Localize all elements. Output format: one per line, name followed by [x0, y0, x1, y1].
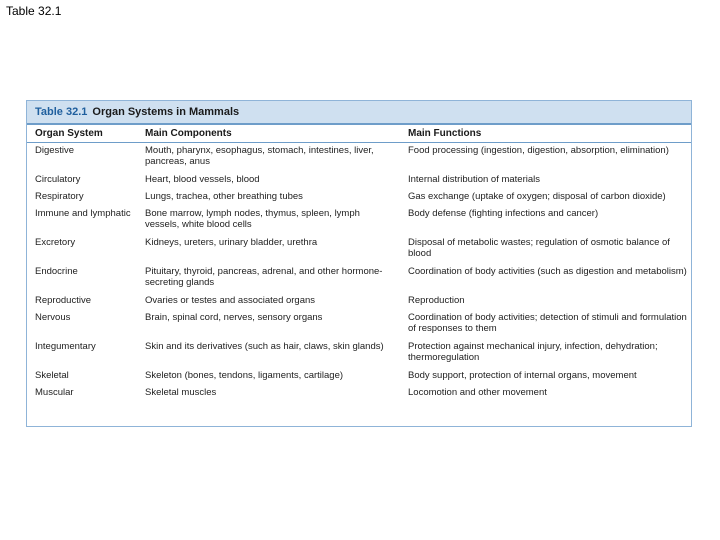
cell-components: Skin and its derivatives (such as hair, claws, skin glands): [145, 341, 384, 352]
cell-components: Pituitary, thyroid, pancreas, adrenal, and other hormone-secreting glands: [145, 266, 383, 288]
cell-system: Nervous: [35, 312, 71, 323]
table-row: [27, 339, 691, 368]
cell-components: Mouth, pharynx, esophagus, stomach, intestines, liver, pancreas, anus: [145, 145, 374, 167]
header-organ-system: Organ System: [27, 125, 137, 143]
table-row: [27, 368, 691, 385]
table-caption-text: Organ Systems in Mammals: [92, 106, 240, 118]
table-row: [27, 189, 691, 206]
cell-functions: Coordination of body activities (such as digestion and metabolism): [408, 266, 687, 277]
cell-functions: Gas exchange (uptake of oxygen; disposal of carbon dioxide): [408, 191, 666, 202]
cell-system: Circulatory: [35, 174, 81, 185]
cell-functions: Food processing (ingestion, digestion, absorption, elimination): [408, 145, 669, 156]
table-row: [27, 235, 691, 264]
cell-system: Muscular: [35, 387, 74, 398]
cell-functions: Locomotion and other movement: [408, 387, 547, 398]
cell-components: Heart, blood vessels, blood: [145, 174, 260, 185]
cell-system: Excretory: [35, 237, 76, 248]
cell-system: Integumentary: [35, 341, 96, 352]
cell-system: Respiratory: [35, 191, 84, 202]
cell-components: Skeleton (bones, tendons, ligaments, cartilage): [145, 370, 344, 381]
cell-system: Skeletal: [35, 370, 69, 381]
table-row: [27, 143, 691, 173]
table-row: [27, 172, 691, 189]
cell-functions: Protection against mechanical injury, infection, dehydration; thermoregulation: [408, 341, 658, 363]
table-row: [27, 385, 691, 402]
organ-systems-table: [26, 100, 692, 427]
cell-system: Endocrine: [35, 266, 78, 277]
header-main-components: Main Components: [137, 125, 400, 143]
cell-components: Lungs, trachea, other breathing tubes: [145, 191, 303, 202]
data-table: [27, 125, 691, 402]
slide-title: Table 32.1: [6, 4, 62, 18]
table-number: Table 32.1: [35, 106, 88, 118]
cell-functions: Disposal of metabolic wastes; regulation of osmotic balance of blood: [408, 237, 670, 259]
table-row: [27, 206, 691, 235]
table-row: [27, 264, 691, 293]
table-row: [27, 310, 691, 339]
cell-functions: Internal distribution of materials: [408, 174, 541, 185]
cell-functions: Body defense (fighting infections and cancer): [408, 208, 599, 219]
cell-components: Bone marrow, lymph nodes, thymus, spleen, lymph vessels, white blood cells: [145, 208, 360, 230]
cell-functions: Reproduction: [408, 295, 465, 306]
cell-functions: Body support, protection of internal organs, movement: [408, 370, 637, 381]
cell-components: Kidneys, ureters, urinary bladder, urethra: [145, 237, 318, 248]
cell-system: Immune and lymphatic: [35, 208, 131, 219]
header-row: [27, 125, 691, 143]
table-caption: [27, 101, 691, 125]
cell-system: Reproductive: [35, 295, 91, 306]
cell-functions: Coordination of body activities; detection of stimuli and formulation of responses to them: [408, 312, 687, 334]
cell-system: Digestive: [35, 145, 75, 156]
header-main-functions: Main Functions: [400, 125, 691, 143]
cell-components: Ovaries or testes and associated organs: [145, 295, 316, 306]
cell-components: Brain, spinal cord, nerves, sensory organs: [145, 312, 323, 323]
cell-components: Skeletal muscles: [145, 387, 217, 398]
table-row: [27, 293, 691, 310]
